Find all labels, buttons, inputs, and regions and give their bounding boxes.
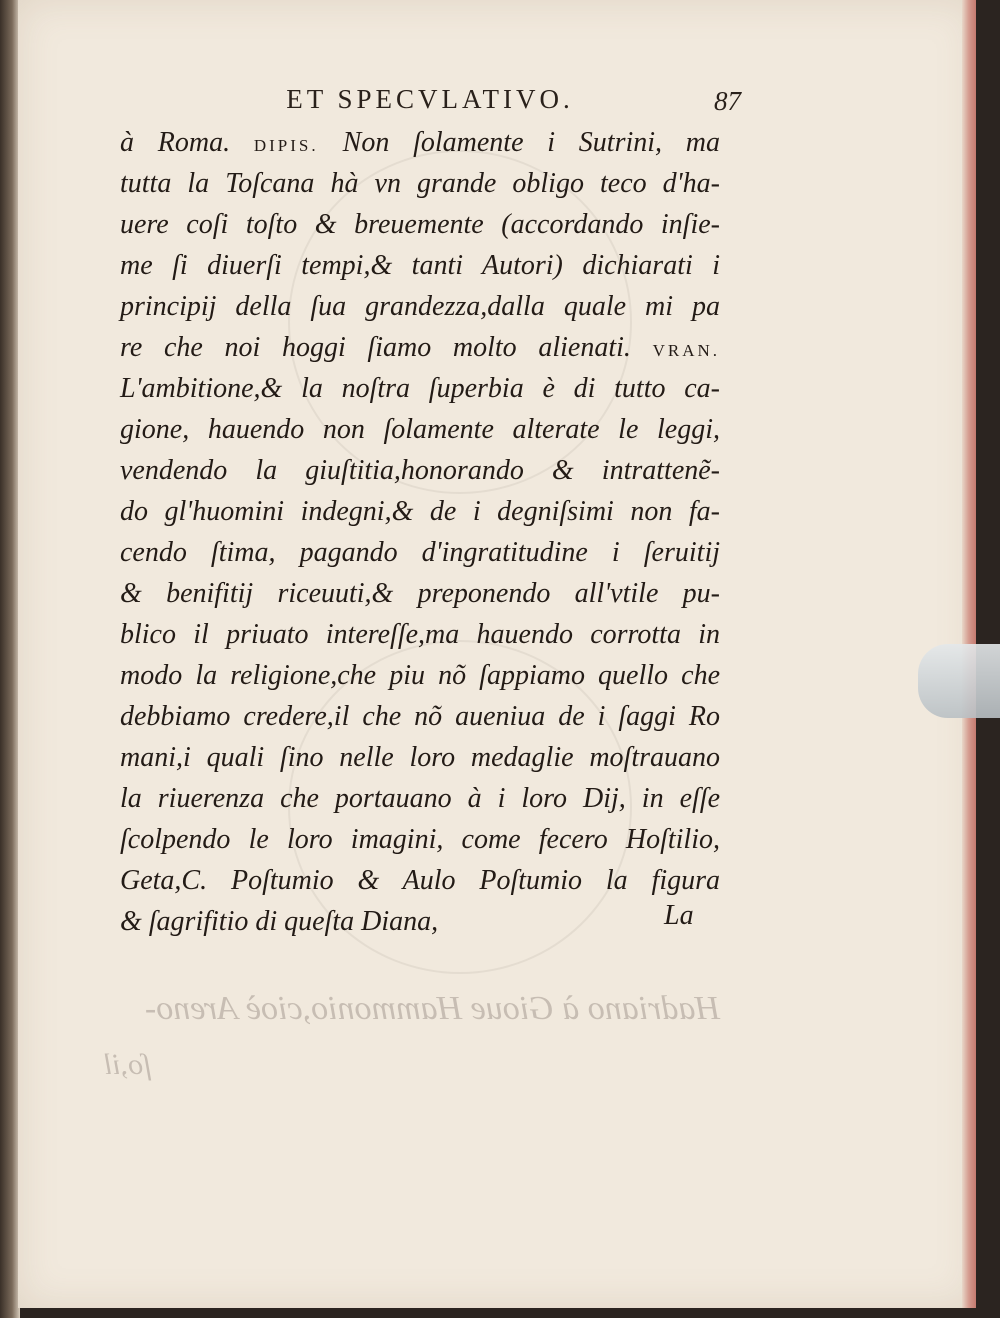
- text-segment: à Roma.: [120, 127, 254, 158]
- text-line: [120, 778, 720, 819]
- text-segment: gione, hauendo non ſolamente alterate le leggi,: [120, 414, 720, 445]
- text-line: [120, 737, 720, 778]
- text-line: [120, 901, 720, 942]
- text-segment: vendendo la giuſtitia,honorando & intrattenẽ-: [120, 455, 720, 486]
- text-line: [120, 573, 720, 614]
- body-text: [120, 122, 720, 942]
- text-segment: principij della ſua grandezza,dalla quale mi pa: [120, 291, 720, 322]
- text-segment: modo la religione,che piu nõ ſappiamo quello che: [120, 660, 720, 691]
- catchword: La: [664, 900, 694, 931]
- text-segment: blico il priuato intereſſe,ma hauendo corrotta in: [120, 619, 720, 650]
- text-line: [120, 696, 720, 737]
- text-line: [120, 368, 720, 409]
- text-line: [120, 245, 720, 286]
- speaker-name: DIPIS.: [253, 136, 343, 155]
- text-segment: cendo ſtima, pagando d'ingratitudine i ſeruitij: [120, 537, 720, 568]
- text-segment: ſcolpendo le loro imagini, come fecero Hoſtilio,: [120, 824, 720, 855]
- text-segment: debbiamo credere,il che nõ aueniua de i ſaggi Ro: [120, 701, 720, 732]
- text-line: [120, 122, 720, 163]
- running-title: ET SPECVLATIVO.: [286, 84, 574, 114]
- text-line: [120, 532, 720, 573]
- text-segment: & ſagrifitio di queſta Diana,: [120, 906, 439, 937]
- bleed-through-line-1: Hadriano à Gioue Hammonio,cioè Areno-: [144, 990, 720, 1027]
- text-segment: Non ſolamente i Sutrini, ma: [342, 127, 721, 158]
- text-segment: me ſi diuerſi tempi,& tanti Autori) dichiarati i: [120, 250, 720, 281]
- text-line: [120, 450, 720, 491]
- page-clip: [918, 644, 1000, 718]
- text-segment: mani,i quali ſino nelle loro medaglie moſtrauano: [120, 742, 720, 773]
- text-line: [120, 491, 720, 532]
- book-gutter: [0, 0, 20, 1318]
- text-line: [120, 204, 720, 245]
- speaker-name: VRAN.: [652, 341, 720, 360]
- text-segment: tutta la Toſcana hà vn grande obligo teco d'ha-: [120, 168, 720, 199]
- text-line: [120, 614, 720, 655]
- bleed-through-line-2: ſo,il: [104, 1048, 152, 1081]
- text-line: [120, 327, 720, 368]
- text-segment: do gl'huomini indegni,& de i degniſsimi non fa-: [120, 496, 720, 527]
- text-segment: Geta,C. Poſtumio & Aulo Poſtumio la figura: [120, 865, 720, 896]
- page-number: 87: [714, 86, 741, 116]
- text-line: [120, 286, 720, 327]
- text-line: [120, 819, 720, 860]
- text-line: [120, 163, 720, 204]
- text-segment: L'ambitione,& la noſtra ſuperbia è di tutto ca-: [120, 373, 720, 404]
- text-segment: uere coſi toſto & breuemente (accordando inſie-: [120, 209, 720, 240]
- text-line: [120, 409, 720, 450]
- text-line: [120, 860, 720, 901]
- text-segment: la riuerenza che portauano à i loro Dij, in eſſe: [120, 783, 720, 814]
- text-segment: re che noi hoggi ſiamo molto alienati.: [120, 332, 653, 363]
- text-segment: & benifitij riceuuti,& preponendo all'vtile pu-: [120, 578, 720, 609]
- text-line: [120, 655, 720, 696]
